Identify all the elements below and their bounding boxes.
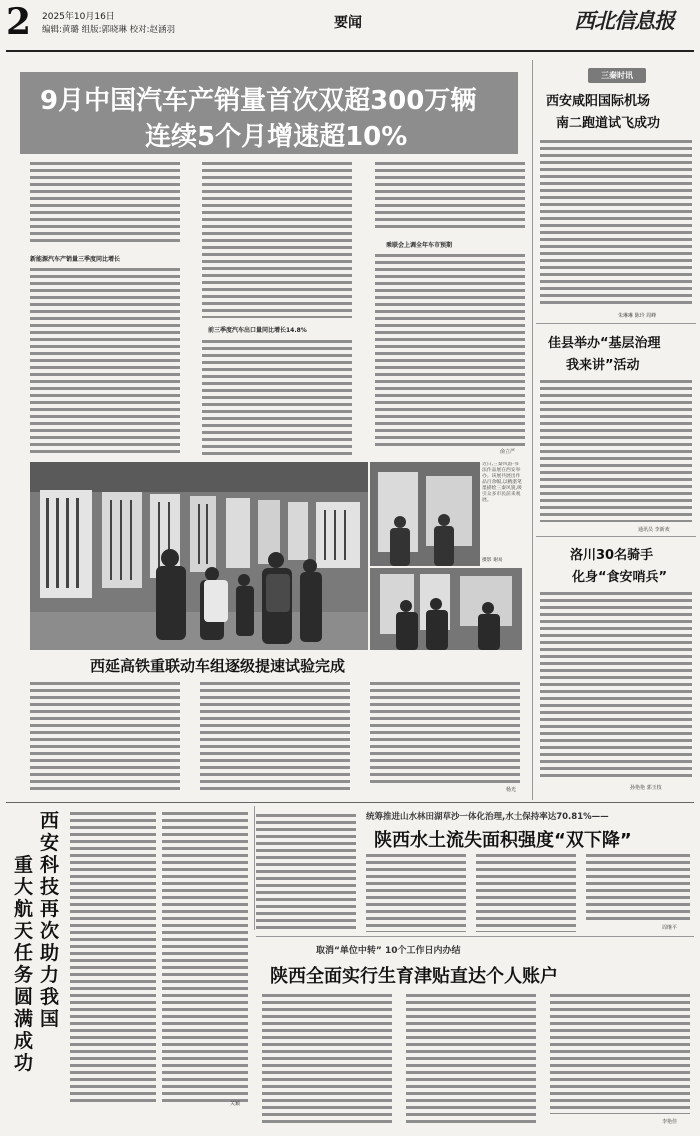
photo-caption-text: 近日,三秦风韵·书法作品展在西安举办。该展共展出作品百余幅,以精湛笔墨描绘三秦风貌,吸引众多市民前来观展。: [482, 462, 522, 503]
water-col3: [586, 852, 690, 922]
sidebar-a3-title1: 洛川30名骑手: [570, 548, 654, 563]
newspaper-logo: 西北信息报: [574, 8, 674, 33]
tax-col1: [262, 992, 392, 1124]
water-story-body: [366, 848, 694, 934]
photo-credit: 摄影 谢易: [482, 558, 503, 563]
space-story-headline: [10, 810, 66, 1110]
exhibition-illustration: [30, 462, 368, 650]
lead-subhead-forecast: 乘联会上调全年车市预期: [386, 242, 453, 249]
sidebar-a1-byline: 朱琳琳 陈玲 周峰: [618, 313, 657, 319]
space-title-line1: 西安科技再次助力我国: [40, 810, 60, 1030]
rail-story-byline: 杨光: [506, 787, 517, 793]
sidebar-a2-title2: 我来讲”活动: [566, 358, 640, 373]
lead-col2-text-bottom: [202, 338, 352, 456]
space-divider: [254, 806, 255, 930]
sidebar-a3-byline: 孙艳艳 郭玉枝: [630, 785, 662, 791]
exhibition-photo-2: [370, 462, 480, 566]
lower-rule: [256, 936, 694, 937]
sidebar-a2-text: [540, 378, 692, 522]
exhibition-photo-3: [370, 568, 522, 650]
rail-col3: [370, 680, 520, 784]
sidebar-divider: [532, 60, 533, 800]
space-story-body: [70, 810, 250, 1110]
exhibition-illustration-3: [370, 568, 522, 650]
lead-col1-text-bottom: [30, 266, 180, 456]
rail-story-title: 西延高铁重联动车组逐级提速试验完成: [90, 657, 346, 675]
sidebar-a2-byline: 通讯员 李新欢: [638, 527, 670, 533]
masthead-rule: [6, 50, 694, 52]
space-title-line2: 重大航天任务圆满成功: [14, 854, 34, 1074]
lead-byline: 俞立严: [500, 449, 516, 455]
lead-col3-text-bottom: [375, 252, 525, 446]
continued-story-col: [256, 812, 356, 930]
tax-title: 陕西全面实行生育津贴直达个人账户: [270, 966, 558, 987]
sidebar-sep1: [536, 323, 696, 324]
masthead: [0, 0, 700, 66]
sidebar-a3-text: [540, 590, 692, 780]
water-byline: 周继平: [662, 925, 678, 931]
lead-subhead-nev: 新能源汽车产销量三季度同比增长: [30, 256, 121, 263]
sidebar-a2-title1: 佳县举办“基层治理: [548, 336, 661, 351]
lead-title-line2: 连续5个月增速超10%: [145, 122, 408, 152]
water-col1: [366, 852, 466, 932]
exhibition-photo: [30, 462, 368, 650]
tax-col2: [406, 992, 536, 1124]
water-title: 陕西水土流失面积强度“双下降”: [374, 830, 632, 851]
editor-credits: 编辑:黄璐 组版:郭晓琳 校对:赵涵羽: [42, 25, 175, 35]
sidebar-a1-title2: 南二跑道试飞成功: [556, 116, 661, 131]
sidebar-sep2: [536, 536, 696, 537]
sidebar-a1-title1: 西安咸阳国际机场: [546, 94, 651, 109]
space-col2: [162, 810, 248, 1106]
lead-article: [30, 160, 530, 460]
tax-kicker: 取消“单位中转” 10个工作日内办结: [316, 946, 461, 956]
sidebar-banner: [588, 68, 646, 83]
tax-col3: [550, 992, 690, 1114]
sidebar-a3-title2: 化身“食安哨兵”: [572, 570, 668, 585]
exhibition-illustration-2: [370, 462, 480, 566]
space-col1: [70, 810, 156, 1106]
middle-section-rule: [6, 802, 694, 803]
lead-title-line1: 9月中国汽车产销量首次双超300万辆: [40, 86, 477, 116]
water-col2: [476, 852, 576, 932]
lead-col1-text-top: [30, 160, 180, 246]
issue-date: 2025年10月16日: [42, 12, 115, 22]
lead-subhead-exports: 前三季度汽车出口量同比增长14.8%: [208, 327, 307, 334]
lead-col2-text-top: [202, 160, 352, 318]
sidebar-a1-text: [540, 138, 692, 308]
water-kicker: 统筹推进山水林田湖草沙一体化治理,水土保持率达70.81%——: [366, 812, 609, 822]
rail-col2: [200, 680, 350, 792]
tax-byline: 李艳佳: [662, 1119, 678, 1125]
tax-story-body: [256, 992, 696, 1128]
space-story-byline: 关颖: [230, 1101, 241, 1107]
photo-caption-box: [482, 462, 522, 566]
lead-headline-banner: [20, 72, 518, 154]
rail-col1: [30, 680, 180, 792]
sidebar: [536, 60, 696, 800]
rail-story-body: [30, 680, 520, 800]
section-title: 要闻: [334, 15, 362, 31]
page-number: 2: [6, 1, 32, 43]
sidebar-banner-label: 三秦时讯: [601, 71, 633, 80]
lead-col3-text-top: [375, 160, 525, 232]
